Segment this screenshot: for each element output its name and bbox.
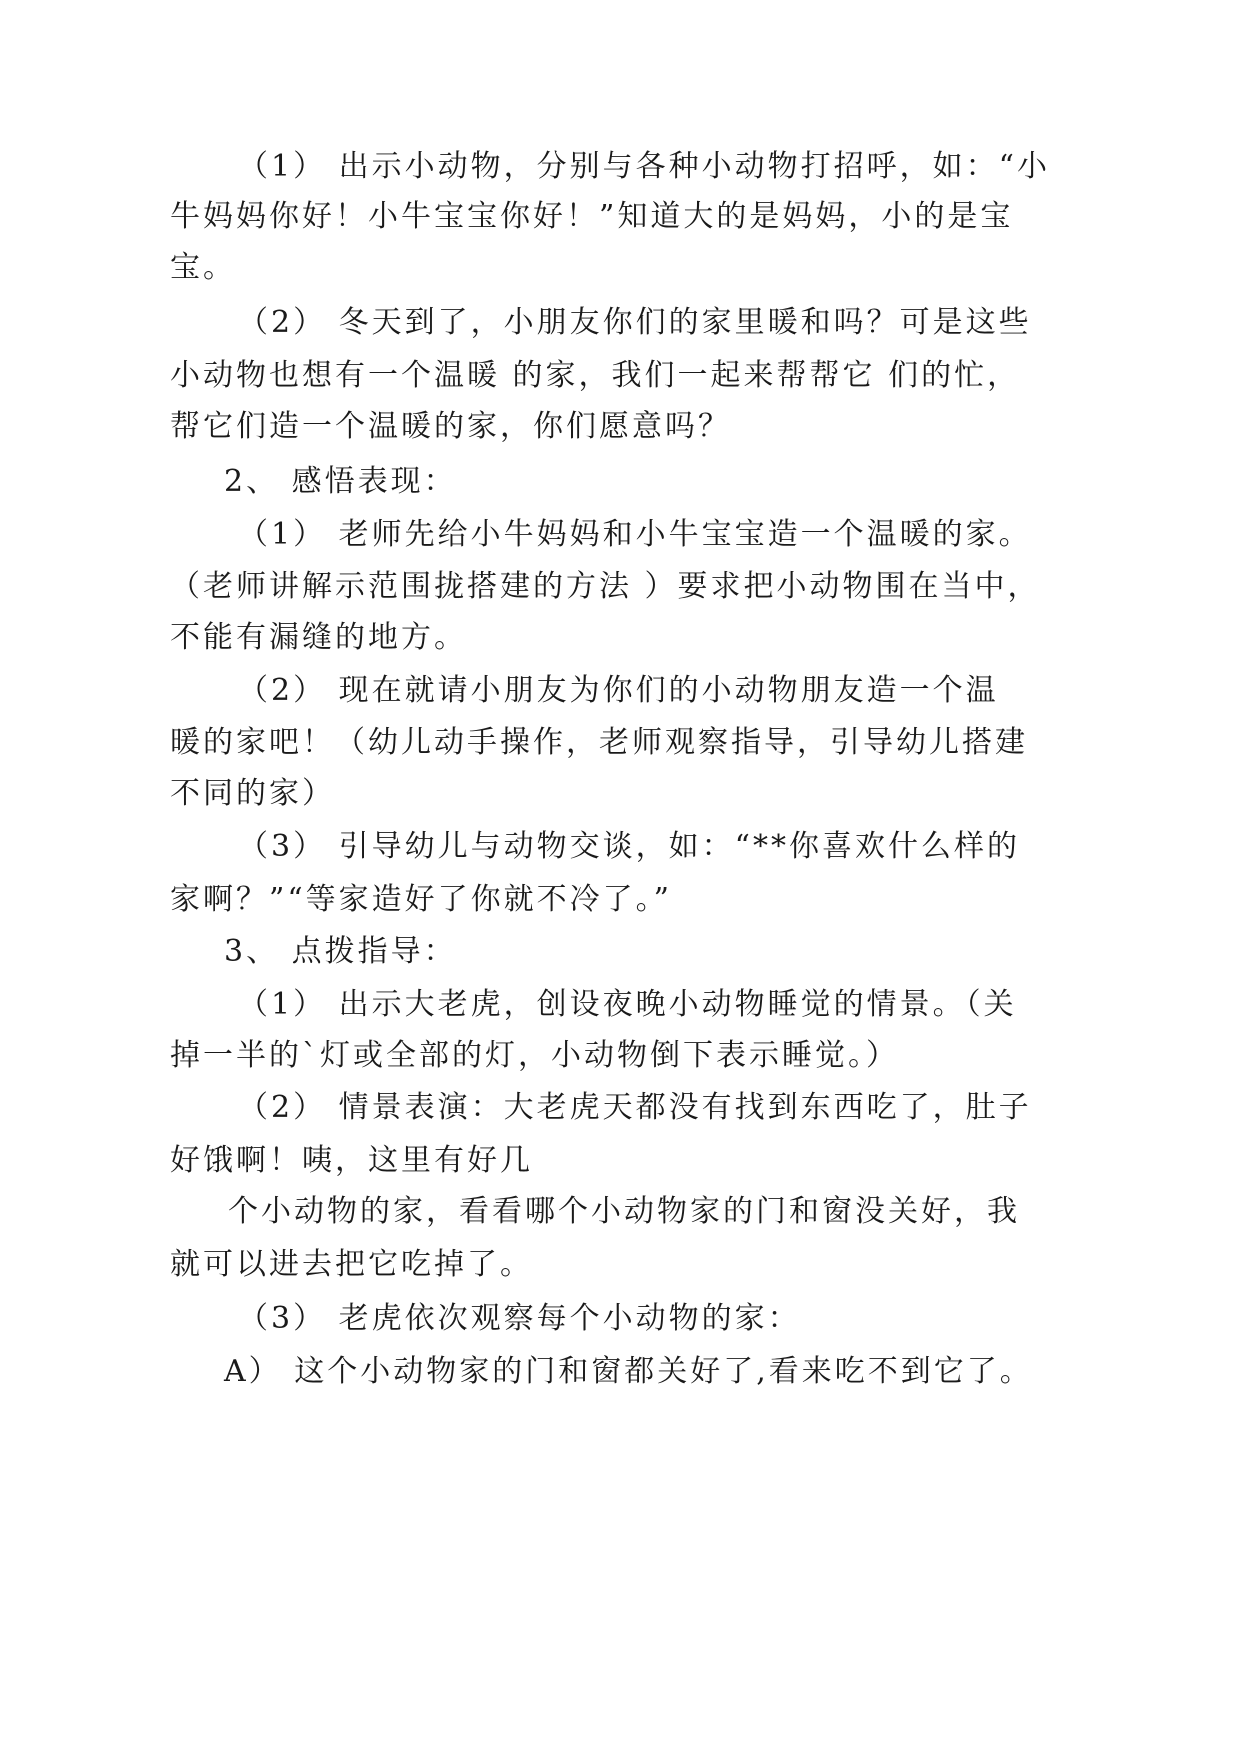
text-line: 宝。 (170, 250, 236, 285)
text-line: 牛妈妈你好！小牛宝宝你好！”知道大的是妈妈，小的是宝 (170, 199, 1014, 234)
text-line: 不能有漏缝的地方。 (170, 620, 467, 655)
text-line: （1） 老师先给小牛妈妈和小牛宝宝造一个温暖的家。 (238, 517, 1032, 552)
text-line: （1） 出示大老虎，创设夜晚小动物睡觉的情景。（关 (238, 987, 1017, 1022)
text-line: （2） 现在就请小朋友为你们的小动物朋友造一个温 (238, 673, 999, 708)
text-line: （3） 老虎依次观察每个小动物的家： (238, 1301, 801, 1336)
text-line: （2） 冬天到了，小朋友你们的家里暖和吗？可是这些 (238, 305, 1032, 340)
text-line: （3） 引导幼儿与动物交谈，如：“**你喜欢什么样的 (238, 829, 1020, 864)
text-line: 就可以进去把它吃掉了。 (170, 1247, 533, 1282)
text-line: 个小动物的家，看看哪个小动物家的门和窗没关好，我 (228, 1194, 1020, 1229)
text-line: 不同的家） (170, 776, 335, 811)
text-line: 暖的家吧！（幼儿动手操作，老师观察指导，引导幼儿搭建 (170, 725, 1028, 760)
text-line: A） 这个小动物家的门和窗都关好了,看来吃不到它了。 (224, 1354, 1033, 1389)
text-line: 好饿啊！咦，这里有好几 (170, 1143, 533, 1178)
text-line: 小动物也想有一个温暖 的家，我们一起来帮帮它 们的忙， (170, 358, 1021, 393)
text-line: （老师讲解示范围拢搭建的方法 ）要求把小动物围在当中， (170, 569, 1041, 604)
section-heading: 2、 感悟表现： (224, 464, 457, 499)
text-line: 家啊？”“等家造好了你就不冷了。” (170, 882, 673, 917)
text-line: （1） 出示小动物，分别与各种小动物打招呼，如：“小 (238, 149, 1050, 184)
text-line: 掉一半的`灯或全部的灯，小动物倒下表示睡觉。） (170, 1038, 899, 1073)
section-heading: 3、 点拨指导： (224, 934, 457, 969)
text-line: 帮它们造一个温暖的家，你们愿意吗？ (170, 409, 731, 444)
text-line: （2） 情景表演：大老虎天都没有找到东西吃了，肚子 (238, 1090, 1032, 1125)
